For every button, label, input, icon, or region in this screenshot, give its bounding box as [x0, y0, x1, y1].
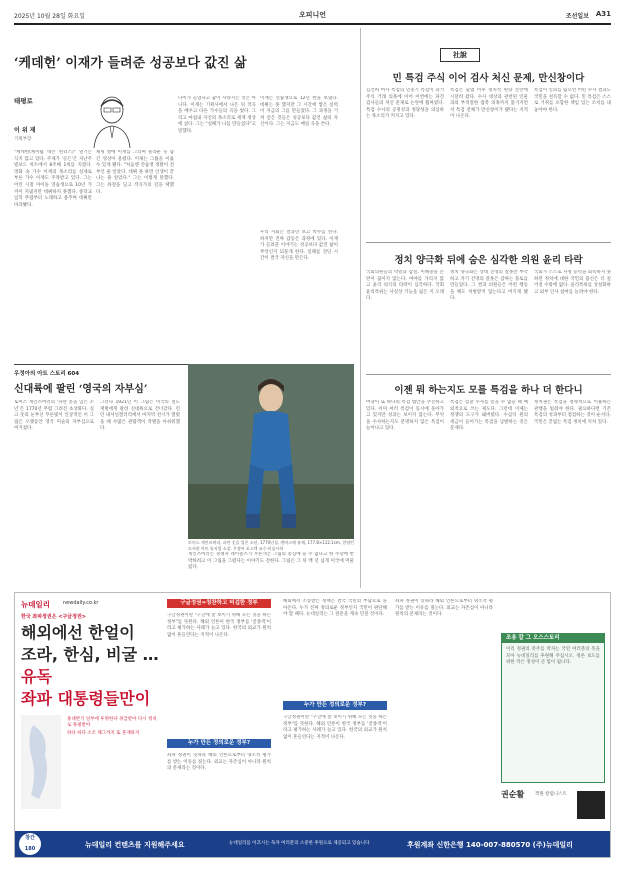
ad-strip-left: 뉴데일리 컨텐츠를 지원해주세요 [85, 841, 185, 849]
ad-strip-right: 후원계좌 신한은행 140-007-880570 (주)뉴데일리 [407, 841, 573, 849]
ad-headline-3: 유독 [21, 667, 52, 686]
ad-headline-2: 조라, 한심, 비굴 … [21, 645, 159, 664]
ad-column-head-1: 구글정권=칭찬하고 비겁한 정부 [167, 599, 271, 608]
ad-column-head-3: 누가 만든 정의로운 정부? [167, 739, 271, 748]
painting-illustration [188, 364, 354, 539]
essay-column-1: "케데헌(케이팝 데몬 헌터스)" 열기는 식지 않고 있다. 주제가 '골든'은 지난주 빌보드 차트에서 8주째 1위를 지켰다. 영화 속 가수 이재의 목소리를 실제로 부른 가수 이재도 주목받고 있다. 그는 어린 시절 아이돌 연습생으로 10년 가까이 지냈지만 데뷔하지 못했다. 중학교 입학 무렵부터 노래하고 춤추며 데뷔만 바라봤다. [14, 150, 92, 208]
editorial-1-column-3: 특검이 신뢰를 잃으면 어떤 수사 결과도 국민을 설득할 수 없다. 민 특검은 스스로 거취를 포함한 책임 있는 조치를 내놓아야 한다. [534, 88, 611, 113]
editorial-2-column-1: 국회의원들의 막말과 갑질, 이해충돌 논란이 끊이지 않는다. 여야를 가리지 않고 윤리 의식의 타락이 심각하다. 국회 윤리특위는 사실상 기능을 잃은 지 오래다. [366, 270, 444, 302]
page-number: A31 [595, 10, 611, 18]
ad-column-2a: 해외에서 조롱받는 정책은 결국 국민의 부담으로 돌아온다. 누가 진짜 정의로운 정부인지 국민이 판단해야 할 때다. 뉴데일리는 그 질문을 계속 던질 것이다. [283, 599, 387, 618]
painting-caption [188, 540, 354, 551]
feature-headline: 신대륙에 팔린 ‘영국의 자부심’ [14, 384, 148, 395]
editorial-1-headline: 민 특검 주식 이어 검사 처신 문제, 만신창이다 [392, 73, 585, 84]
essay-column-5: 우리 사회는 결과만 보고 박수를 친다. 하지만 진짜 감동은 과정에 있다. 이재가 들려준 이야기는 성공보다 값진 삶이 무엇인지 되묻게 한다. 실패를 견딘 시간이 결국 자신을 만든다. [260, 230, 338, 262]
feature-column-1: 토머스 게인즈버러의 ‘파란 옷을 입은 소년’은 1770년 무렵 그려진 초상화다. 실크 옷의 눈부신 푸른빛이 인상적인 이 그림은 오랫동안 영국 미술의 자부심으로 여겨졌다. [14, 400, 94, 432]
ad-strip-middle: 뉴데일리를 이끄시는 독자 여러분의 소중한 후원으로 제공되고 있습니다 [229, 841, 370, 846]
page-header [14, 8, 611, 22]
ad-sidebar-head: 조용 칼 그 오스스토리 [502, 634, 604, 643]
badge-number: 180 [24, 846, 36, 852]
author-portrait [88, 90, 136, 148]
editorial-3-headline: 이젠 뭐 하는지도 모를 특검을 하나 더 한다니 [394, 385, 583, 396]
ad-column-4: 좌파 정권이 잇따라 해외 언론으로부터 냉소적 평가를 받는 이유를 짚는다. 외교는 자존심이 아니라 원칙의 문제라는 것이다. [395, 599, 493, 618]
ad-author-name: 권순활 [501, 790, 525, 799]
editorial-2-column-3: 국회가 스스로 자정 능력을 회복하지 못하면 정치에 대한 국민의 불신은 더 깊어질 수밖에 없다. 윤리특위를 상설화하고 외부 인사 참여를 늘려야 한다. [534, 270, 611, 295]
column-name: 태평로 [14, 97, 33, 105]
editorial-1-column-1: 김건희 여사 특검의 민중기 특검이 과거 주식 거래 의혹에 이어 이번에는 파견 검사들의 처신 문제로 논란에 휩싸였다. 특검 수사의 공정성과 정당성을 의심하는 목소리가 커지고 있다. [366, 88, 444, 120]
feature-column-3: 게인즈버러는 경쟁자 레이놀즈가 푸른색은 그림의 중심에 둘 수 없다고 한 주장에 반박하려고 이 그림을 그렸다는 이야기도 전한다. 그림은 그 뒤 백 년 넘게 미국에 머물렀다. [188, 552, 354, 571]
header-rule [14, 23, 611, 25]
newspaper-name: 조선일보 [565, 13, 589, 20]
ad-column-head-2: 누가 만든 정의로운 정부? [283, 701, 387, 710]
editorial-separator-1 [366, 242, 611, 243]
ad-logo: 뉴데일리 [21, 600, 50, 609]
ad-column-3: 좌파 정권이 잇따라 해외 언론으로부터 냉소적 평가를 받는 이유를 짚는다. 외교는 자존심이 아니라 원칙의 문제라는 것이다. [167, 753, 271, 772]
editorial-tag: 社說 [440, 48, 480, 62]
essay-headline: ‘케데헌’ 이재가 들려준 성공보다 값진 삶 [14, 56, 247, 71]
ad-bottom-strip [15, 831, 610, 857]
caption-credit: 우정아 포스텍 교수·미술사학 [233, 545, 284, 551]
newdaily-advertisement [14, 592, 611, 858]
ad-author-role: 객원 칼럼니스트 [535, 792, 567, 797]
editorial-2-headline: 정치 양극화 뒤에 숨은 심각한 의원 윤리 타락 [394, 255, 583, 266]
editorial-2-column-2: 정치 양극화는 상대 진영의 잘못만 부각하고 자기 진영의 잘못은 감싸는 풍토를 만들었다. 그 결과 의원들은 어떤 행동을 해도 처벌받지 않는다고 여기게 됐다. [450, 270, 528, 302]
feature-column-2: 그러나 1921년 이 그림은 미국의 철도 재벌에게 팔려 신대륙으로 건너갔다. 런던 내셔널갤러리에서 마지막 전시가 열렸을 때 수많은 관람객이 작별을 아쉬워했다. [100, 400, 180, 432]
issue-date: 2025년 10월 28일 화요일 [14, 13, 86, 20]
ad-headline-1: 해외에선 한얼이 [21, 623, 135, 642]
caption-text: 토머스 게인즈버러, 파란 옷을 입은 소년, 1770년경, 캔버스에 유채, 177.8×112.1cm, 헌팅턴 도서관 아트 뮤지엄 소장. [188, 540, 354, 551]
blue-boy-painting [188, 364, 354, 539]
ad-url: newdaily.co.kr [63, 600, 99, 606]
editorial-3-column-2: 특검은 검찰 수사를 믿을 수 없을 때 예외적으로 쓰는 제도다. 그런데 이제는 정쟁의 도구가 돼버렸다. 수십억 원의 세금이 들어가는 특검을 남발하는 것은 문제다. [450, 400, 528, 432]
anniversary-badge [19, 833, 41, 855]
essay-column-3: 나이가 들었다고 꿈이 사라지는 것은 아니다. 이재는 기획사에서 나온 뒤 작곡을 배우고 다른 가수들의 곡을 썼다. 그리고 마침내 자신의 목소리로 세계 정상에 섰다. 그는 "실패가 나를 만들었다"고 말했다. [178, 96, 256, 134]
qr-code[interactable] [577, 791, 605, 819]
editorial-separator-2 [366, 374, 611, 375]
badge-label: 창간 [25, 835, 35, 841]
author-role: 기획부장 [14, 137, 32, 142]
ad-note-1: 홍대반기 일부에 투명한다 취급받아 다시 정치로 혹평받아 [67, 717, 157, 728]
feature-kicker: 우정아의 아트 스토리 604 [14, 371, 80, 377]
ad-map-graphic [21, 715, 61, 809]
editorial-1-column-2: 특검은 출범 이후 정치적 편향 논란에 시달려 왔다. 수사 대상과 관련된 인물과의 부적절한 접촉 의혹까지 불거지면서 특검 전체가 만신창이가 됐다는 지적이 나온다. [450, 88, 528, 120]
ad-sidebar-text: 이리 정권의 폭주를 막자는 국민 여러분의 뜻을 모아 뉴데일리를 후원해 주십시오. 정론 보도를 위한 작은 정성이 큰 힘이 됩니다. [506, 647, 600, 666]
ad-headline-4: 좌파 대통령들만이 [21, 689, 151, 708]
section-title: 오피니언 [298, 11, 327, 19]
editorial-3-column-3: 정치권은 특검을 정략적으로 이용하는 관행을 멈춰야 한다. 필요하다면 기존 특검의 성과부터 점검하는 것이 순서다. 국민은 끝없는 특검 정치에 지쳐 있다. [534, 400, 611, 425]
author-name: 이 위 재 [14, 127, 36, 134]
essay-column-4: 이재는 연습생으로 12년 반을 보냈다. 데뷔는 못 했지만 그 시간에 쌓은 실력이 지금의 그를 만들었다. 그 과정을 거쳐 얻은 것들은 성공보다 값진 삶의 자산이다. 그는 지금도 매일 곡을 쓴다. [260, 96, 338, 128]
column-divider [360, 28, 361, 588]
ad-note-2: 하다 하다 소조 페그까지 또 혼재하지 [67, 731, 140, 736]
ad-sidebar-box [501, 633, 605, 783]
essay-column-2: 채팅 방에 이재를 그리며 놀라운 듯 담긴 영상이 울렸다. 이제는 그룹을 이룰 수 있게 됐다. "처음엔 연습생 생활이 전부인 줄 알았다. 데뷔 못 하면 인생이 끝나는 줄 알았다." 그는 이렇게 말했다. 그는 좌절을 딛고 작곡가의 길을 택했다. [96, 150, 174, 195]
editorial-3-column-1: 여당이 또 하나의 특검 법안을 추진하고 있다. 이미 여러 특검이 동시에 돌아가고 있지만 성과는 보이지 않는다. 무엇을 수사하는지도 분명하지 않은 특검이 늘어나고 있다. [366, 400, 444, 432]
ad-column-2b: 구글정권이란 "구글에 잘 보이기 위해 모든 것을 하는 정부"를 뜻한다. 해외 언론이 한국 정부를 '굴종적'이라고 평가하는 사례가 늘고 있다. 한국의 외교가 원칙 없이 흔들린다는 지적이 나온다. [283, 715, 387, 740]
ad-column-1: 구글정권이란 "구글에 잘 보이기 위해 모든 것을 하는 정부"를 뜻한다. 해외 언론이 한국 정부를 '굴종적'이라고 평가하는 사례가 늘고 있다. 한국의 외교가 원칙 없이 흔들린다는 지적이 나온다. [167, 613, 271, 638]
ad-subhead: 한국 좌파정권은 <구글정권> [21, 614, 86, 620]
